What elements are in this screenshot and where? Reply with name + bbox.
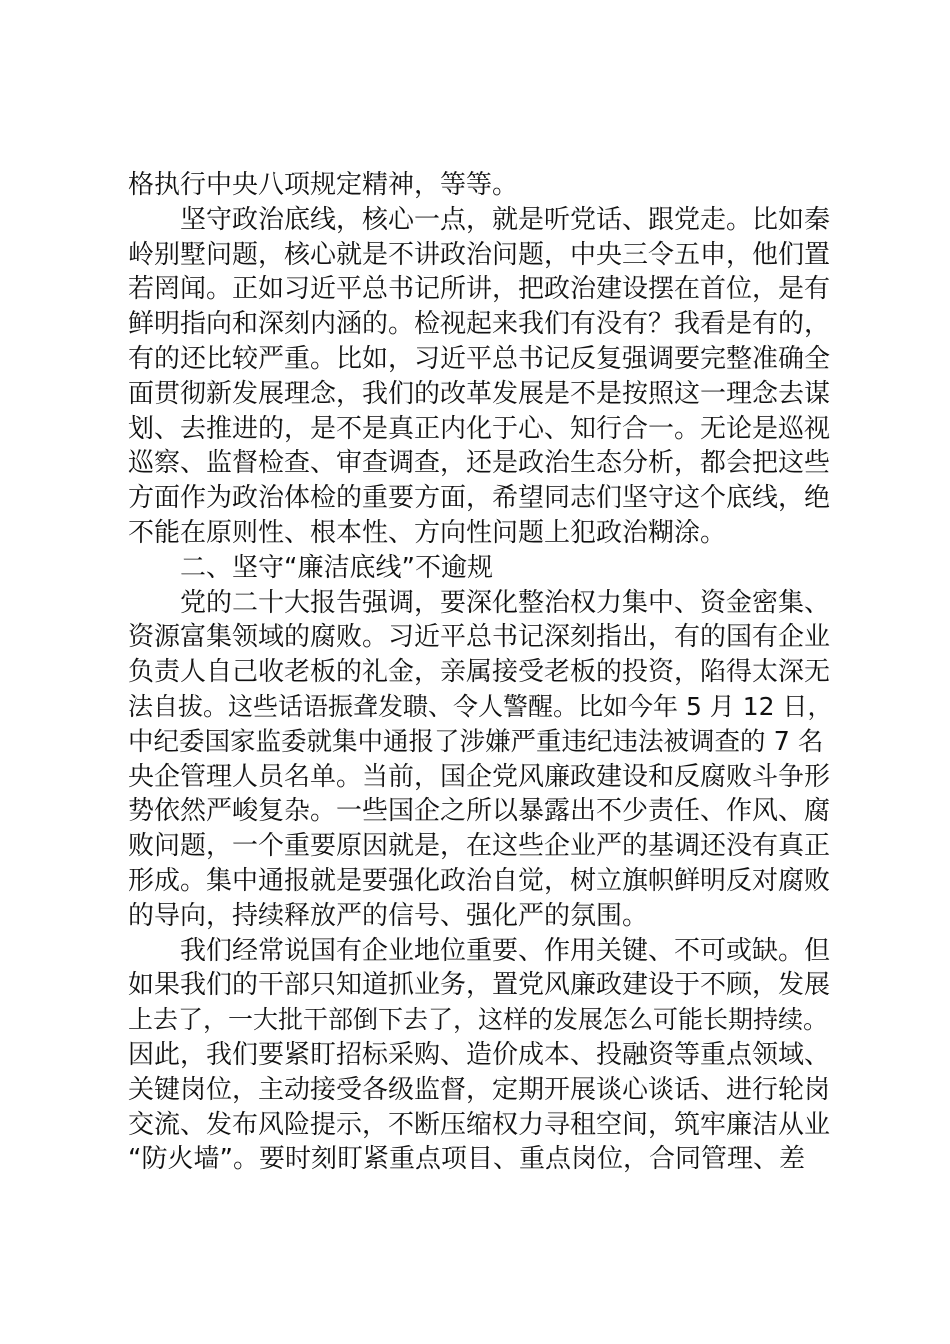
text-line: 中纪委国家监委就集中通报了涉嫌严重违纪违法被调查的 7 名 [128,726,824,757]
text-line: “防火墙”。要时刻盯紧重点项目、重点岗位，合同管理、差 [128,1144,805,1175]
text-line: 交流、发布风险提示，不断压缩权力寻租空间，筑牢廉洁从业 [128,1109,831,1140]
text-line: 央企管理人员名单。当前，国企党风廉政建设和反腐败斗争形 [128,761,831,792]
text-line: 败问题，一个重要原因就是，在这些企业严的基调还没有真正 [128,831,831,862]
text-line: 我们经常说国有企业地位重要、作用关键、不可或缺。但 [180,935,831,966]
text-line: 形成。集中通报就是要强化政治自觉，树立旗帜鲜明反对腐败 [128,865,831,896]
text-line: 坚守政治底线，核心一点，就是听党话、跟党走。比如秦 [180,204,831,235]
section-heading: 二、坚守“廉洁底线”不逾规 [180,552,493,583]
text-line: 巡察、监督检查、审查调查，还是政治生态分析，都会把这些 [128,448,831,479]
text-line: 有的还比较严重。比如，习近平总书记反复强调要完整准确全 [128,343,831,374]
text-line: 法自拔。这些话语振聋发聩、令人警醒。比如今年 5 月 12 日， [128,691,833,721]
text-line: 方面作为政治体检的重要方面，希望同志们坚守这个底线，绝 [128,483,831,514]
text-line: 因此，我们要紧盯招标采购、造价成本、投融资等重点领域、 [128,1039,831,1070]
text-line: 上去了，一大批干部倒下去了，这样的发展怎么可能长期持续。 [128,1005,829,1035]
text-line: 岭别墅问题，核心就是不讲政治问题，中央三令五申，他们置 [128,239,831,270]
text-line: 党的二十大报告强调，要深化整治权力集中、资金密集、 [180,587,831,618]
text-line: 的导向，持续释放严的信号、强化严的氛围。 [128,900,649,931]
document-body [128,168,834,1177]
text-line: 势依然严峻复杂。一些国企之所以暴露出不少责任、作风、腐 [128,796,831,827]
text-line: 如果我们的干部只知道抓业务，置党风廉政建设于不顾，发展 [128,970,831,1001]
text-line: 负责人自己收老板的礼金，亲属接受老板的投资，陷得太深无 [128,657,831,688]
text-line: 鲜明指向和深刻内涵的。检视起来我们有没有？我看是有的， [128,309,831,340]
text-line: 格执行中央八项规定精神，等等。 [128,170,519,200]
text-line: 面贯彻新发展理念，我们的改革发展是不是按照这一理念去谋 [128,378,831,409]
text-line: 划、去推进的，是不是真正内化于心、知行合一。无论是巡视 [128,413,831,444]
text-line: 资源富集领域的腐败。习近平总书记深刻指出，有的国有企业 [128,622,831,653]
text-line: 关键岗位，主动接受各级监督，定期开展谈心谈话、进行轮岗 [128,1074,831,1105]
text-line: 不能在原则性、根本性、方向性问题上犯政治糊涂。 [128,517,727,548]
text-line: 若罔闻。正如习近平总书记所讲，把政治建设摆在首位，是有 [128,274,831,305]
